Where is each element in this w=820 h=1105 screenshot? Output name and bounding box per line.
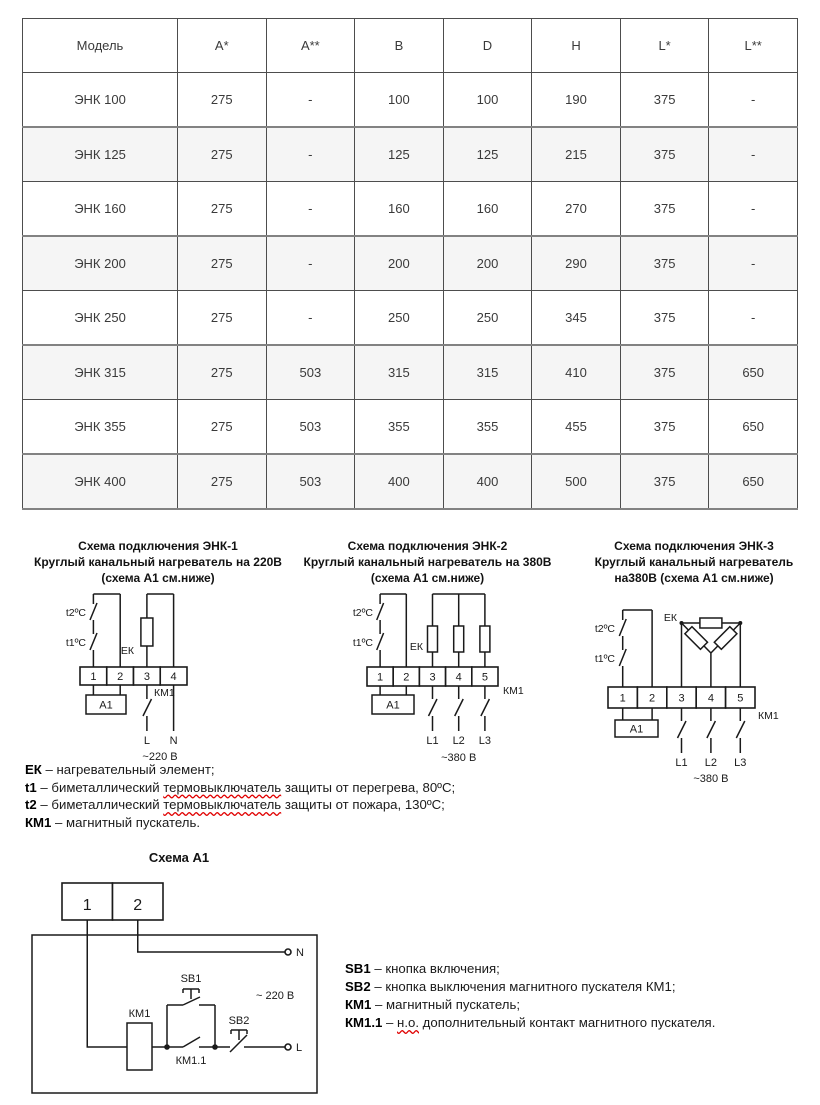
value-cell: 400	[443, 454, 532, 509]
value-cell: 250	[443, 291, 532, 346]
a1-module	[615, 708, 658, 737]
terminal-2: 2	[133, 897, 143, 914]
diagram3-title	[568, 538, 820, 586]
value-cell: 375	[620, 400, 709, 455]
terminal-block	[62, 883, 163, 920]
table-row	[23, 291, 798, 346]
value-cell: -	[709, 73, 798, 128]
schema-a1-title: Схема А1	[148, 850, 210, 865]
t2-label: t2ºС	[352, 607, 373, 619]
value-cell: 375	[620, 454, 709, 509]
km1-1-label: КМ1.1	[175, 1055, 207, 1067]
heater-element-icon	[428, 626, 438, 652]
voltage-label: ~380 В	[441, 752, 477, 764]
terminal-3: 3	[429, 671, 436, 684]
model-cell: ЭНК 160	[23, 182, 178, 237]
a1-module	[372, 686, 414, 714]
table-row	[23, 182, 798, 237]
km1-contacts	[678, 708, 745, 753]
junction-dot	[212, 1044, 218, 1050]
value-cell: 200	[443, 236, 532, 291]
heater-element-icon	[685, 627, 708, 650]
model-cell: ЭНК 200	[23, 236, 178, 291]
value-cell: -	[266, 291, 355, 346]
km1-contacts	[429, 686, 490, 731]
terminal-3: 3	[143, 671, 150, 683]
terminal-5: 5	[737, 692, 744, 705]
legend-term: КМ1	[345, 997, 372, 1012]
diagram1-title-line2: Круглый канальный нагреватель на 220В	[34, 555, 282, 569]
value-cell: 275	[178, 73, 267, 128]
terminal-1: 1	[90, 671, 97, 683]
value-cell: 375	[620, 291, 709, 346]
terminal-4: 4	[455, 671, 462, 684]
enclosure-box	[32, 935, 317, 1093]
table-header-cell: B	[355, 19, 444, 73]
table-header-row	[23, 19, 798, 73]
model-cell: ЭНК 125	[23, 127, 178, 182]
table-row	[23, 454, 798, 509]
value-cell: -	[266, 236, 355, 291]
legend-misspelled-word: термовыключатель	[163, 797, 282, 812]
delta-heater	[680, 618, 743, 687]
table-header-cell: A*	[178, 19, 267, 73]
terminal-4: 4	[707, 692, 714, 705]
dimensions-table	[22, 18, 798, 510]
value-cell: 100	[443, 73, 532, 128]
value-cell: 215	[532, 127, 621, 182]
heater-element-icon	[454, 626, 464, 652]
legend-text: – нагревательный элемент;	[41, 762, 215, 777]
model-cell: ЭНК 100	[23, 73, 178, 128]
legend-item	[25, 779, 455, 797]
a1-module	[86, 685, 126, 714]
line-l-label: L	[143, 735, 150, 747]
value-cell: -	[266, 127, 355, 182]
a1-box-label: А1	[629, 723, 644, 736]
diagram1-title-line1: Схема подключения ЭНК-1	[78, 539, 238, 553]
thermal-switch-branch	[90, 594, 120, 667]
value-cell: -	[709, 127, 798, 182]
legend-item	[345, 978, 715, 996]
legend-term: SB2	[345, 979, 371, 994]
value-cell: 275	[178, 345, 267, 400]
schema-a1-legend	[345, 960, 715, 1032]
voltage-label: ~380 В	[693, 773, 729, 785]
terminal-1: 1	[82, 897, 92, 914]
model-cell: ЭНК 400	[23, 454, 178, 509]
dimensions-table-wrap	[22, 18, 798, 510]
line-l1-label: L1	[426, 735, 439, 747]
line-l1-label: L1	[675, 757, 688, 769]
diagram2-title-line1: Схема подключения ЭНК-2	[347, 539, 508, 553]
voltage-label: ~ 220 В	[256, 990, 295, 1002]
value-cell: -	[709, 236, 798, 291]
heater-element-icon	[714, 627, 737, 650]
value-cell: 503	[266, 400, 355, 455]
legend-text: дополнительный контакт магнитного пускателя.	[419, 1015, 716, 1030]
diagram2-title	[300, 538, 555, 586]
diagram1-title-line3: (схема А1 см.ниже)	[101, 571, 215, 585]
table-row	[23, 345, 798, 400]
model-cell: ЭНК 315	[23, 345, 178, 400]
legend-item	[345, 996, 715, 1014]
terminal-block	[80, 667, 187, 685]
value-cell: 650	[709, 345, 798, 400]
value-cell: 355	[443, 400, 532, 455]
legend-text: защиты от перегрева, 80ºС;	[281, 779, 456, 795]
terminal-1: 1	[619, 692, 626, 705]
table-header-cell: Модель	[23, 19, 178, 73]
value-cell: 275	[178, 454, 267, 509]
terminal-4: 4	[170, 671, 177, 683]
value-cell: 125	[443, 127, 532, 182]
heater-branch	[141, 594, 174, 667]
model-cell: ЭНК 355	[23, 400, 178, 455]
value-cell: 100	[355, 73, 444, 128]
km1-label: КМ1	[154, 687, 175, 699]
value-cell: 455	[532, 400, 621, 455]
sb1-button	[167, 989, 215, 1047]
terminal-block	[367, 667, 498, 686]
value-cell: 650	[709, 454, 798, 509]
line-n-label: N	[296, 947, 304, 959]
l-terminal-icon	[285, 1044, 291, 1050]
table-row	[23, 73, 798, 128]
ek-label: ЕК	[409, 641, 423, 653]
diagram3-title-line3: на380В (схема А1 см.ниже)	[614, 571, 774, 585]
legend-term: t2	[25, 797, 37, 812]
terminal-1: 1	[377, 671, 384, 684]
km1-1-contact	[183, 1037, 200, 1047]
legend-item	[25, 761, 455, 779]
terminal-2: 2	[117, 671, 124, 683]
legend-text: – биметаллический	[36, 797, 164, 812]
legend-text: – кнопка включения;	[370, 961, 500, 976]
components-legend	[25, 761, 455, 831]
line-n-label: N	[169, 735, 178, 747]
diagram1-title	[8, 538, 308, 586]
value-cell: 500	[532, 454, 621, 509]
sb2-button	[215, 1030, 247, 1052]
value-cell: 160	[355, 182, 444, 237]
value-cell: -	[266, 73, 355, 128]
value-cell: 315	[443, 345, 532, 400]
value-cell: 125	[355, 127, 444, 182]
legend-text: защиты от пожара, 130ºС;	[281, 797, 445, 812]
thermal-switch-branch	[377, 594, 407, 667]
table-header-cell: H	[532, 19, 621, 73]
legend-term: КМ1.1	[345, 1015, 383, 1030]
table-header-cell: D	[443, 19, 532, 73]
table-row	[23, 127, 798, 182]
legend-item	[25, 796, 455, 814]
value-cell: 275	[178, 291, 267, 346]
diagram3-title-line1: Схема подключения ЭНК-3	[614, 539, 774, 553]
legend-term: КМ1	[25, 814, 52, 830]
value-cell: 190	[532, 73, 621, 128]
value-cell: -	[709, 291, 798, 346]
legend-term: t1	[25, 779, 37, 795]
a1-box-label: А1	[386, 699, 400, 712]
legend-item	[25, 814, 455, 832]
value-cell: 290	[532, 236, 621, 291]
heater-branch	[428, 594, 490, 667]
value-cell: -	[266, 182, 355, 237]
value-cell: 200	[355, 236, 444, 291]
table-row	[23, 400, 798, 455]
value-cell: 275	[178, 236, 267, 291]
value-cell: 503	[266, 345, 355, 400]
legend-text: –	[382, 1015, 398, 1030]
legend-item	[345, 960, 715, 978]
legend-term: ЕК	[25, 762, 42, 777]
line-l3-label: L3	[478, 735, 492, 747]
value-cell: 275	[178, 127, 267, 182]
km1-coil	[127, 1023, 152, 1070]
line-l2-label: L2	[704, 757, 718, 769]
terminal-block	[608, 687, 755, 708]
value-cell: 275	[178, 400, 267, 455]
terminal-5: 5	[481, 671, 488, 684]
legend-misspelled-word: термовыключатель	[163, 779, 282, 795]
value-cell: 270	[532, 182, 621, 237]
line-l2-label: L2	[452, 735, 465, 747]
legend-item	[345, 1014, 715, 1032]
schema-a1-circuit-diagram	[18, 868, 353, 1100]
value-cell: 650	[709, 400, 798, 455]
heater-element-icon	[141, 618, 153, 646]
t1-label: t1ºС	[65, 637, 86, 649]
value-cell: 375	[620, 127, 709, 182]
terminal-3: 3	[678, 692, 685, 705]
km1-label: КМ1	[503, 685, 524, 697]
diagram3-title-line2: Круглый канальный нагреватель	[594, 555, 794, 569]
legend-misspelled-word: н.о.	[397, 1015, 419, 1030]
legend-text: – магнитный пускатель.	[51, 814, 201, 830]
value-cell: 345	[532, 291, 621, 346]
enk2-circuit-diagram	[345, 588, 595, 768]
line-l3-label: L3	[734, 757, 747, 769]
legend-text: – магнитный пускатель;	[371, 997, 521, 1012]
sb1-label: SB1	[180, 973, 202, 985]
heater-element-icon	[480, 626, 490, 652]
t2-label: t2ºС	[65, 607, 86, 619]
table-row	[23, 236, 798, 291]
table-header-cell: L*	[620, 19, 709, 73]
n-terminal-icon	[285, 949, 291, 955]
legend-term: SB1	[345, 961, 371, 976]
value-cell: 375	[620, 345, 709, 400]
value-cell: 375	[620, 182, 709, 237]
value-cell: 400	[355, 454, 444, 509]
sb2-label: SB2	[228, 1015, 250, 1027]
value-cell: 410	[532, 345, 621, 400]
value-cell: 160	[443, 182, 532, 237]
value-cell: 315	[355, 345, 444, 400]
t1-label: t1ºС	[594, 653, 615, 665]
terminal-2: 2	[403, 671, 410, 684]
value-cell: -	[709, 182, 798, 237]
legend-text: – кнопка выключения магнитного пускателя КМ1;	[370, 979, 676, 994]
terminal-2: 2	[649, 692, 656, 705]
thermal-switch-branch	[619, 610, 652, 687]
km1-label: КМ1	[128, 1008, 151, 1020]
diagram2-title-line3: (схема А1 см.ниже)	[370, 571, 485, 585]
table-header-cell: L**	[709, 19, 798, 73]
km1-label: КМ1	[758, 710, 779, 722]
heater-element-icon	[700, 618, 722, 628]
legend-text: – биметаллический	[36, 779, 164, 795]
voltage-label: ~220 В	[142, 751, 178, 763]
t2-label: t2ºС	[594, 623, 615, 635]
value-cell: 503	[266, 454, 355, 509]
table-header-cell: A**	[266, 19, 355, 73]
line-l-label: L	[296, 1042, 303, 1054]
t1-label: t1ºС	[352, 637, 373, 649]
value-cell: 375	[620, 236, 709, 291]
value-cell: 275	[178, 182, 267, 237]
ek-label: ЕК	[120, 645, 134, 657]
enk1-circuit-diagram	[30, 588, 290, 764]
value-cell: 250	[355, 291, 444, 346]
a1-box-label: А1	[99, 699, 113, 712]
model-cell: ЭНК 250	[23, 291, 178, 346]
value-cell: 355	[355, 400, 444, 455]
junction-dot	[164, 1044, 170, 1050]
km1-contact	[143, 685, 152, 731]
value-cell: 375	[620, 73, 709, 128]
enk3-circuit-diagram	[585, 600, 820, 790]
ek-label: ЕК	[663, 612, 677, 624]
diagram2-title-line2: Круглый канальный нагреватель на 380В	[303, 555, 552, 569]
